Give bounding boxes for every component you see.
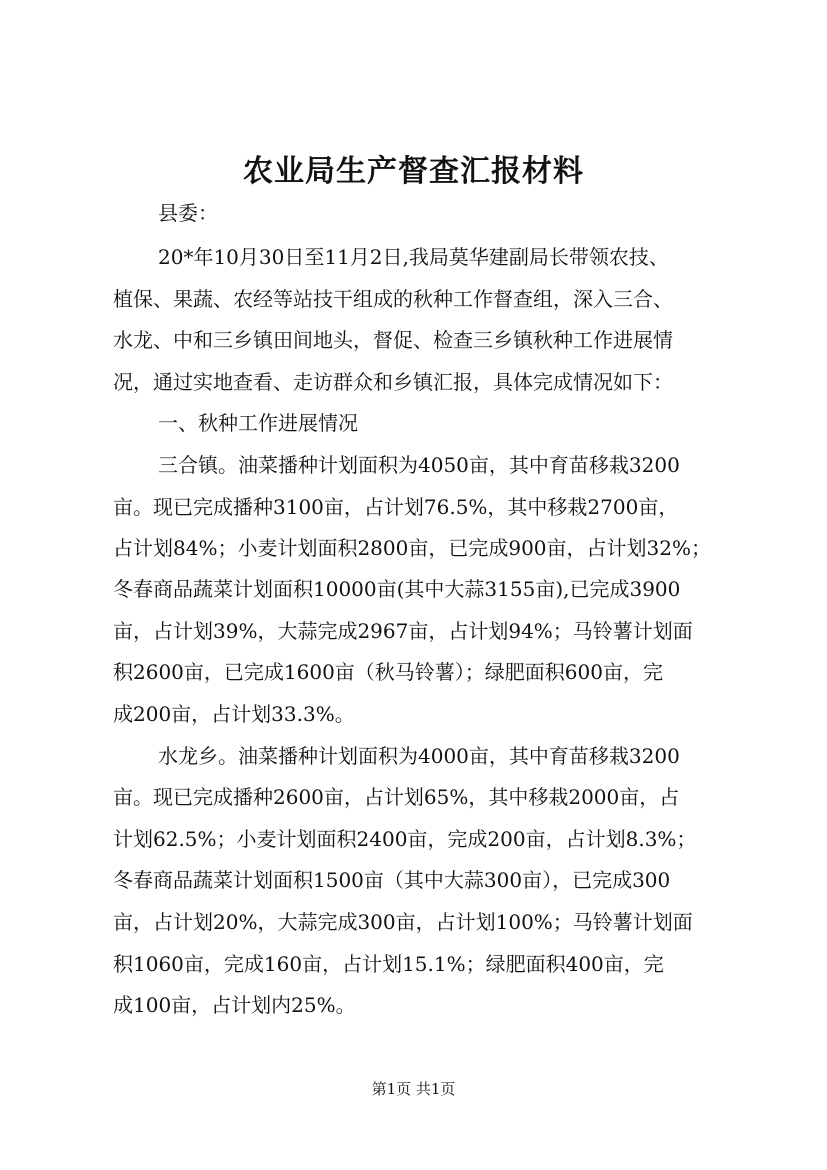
paragraph-line: 20*年10月30日至11月2日,我局莫华建副局长带领农技、 [158, 245, 669, 269]
paragraph-line: 成200亩，占计划33.3%。 [113, 702, 355, 726]
paragraph-line: 冬春商品蔬菜计划面积1500亩（其中大蒜300亩），已完成300 [113, 868, 671, 892]
document-title: 农业局生产督查汇报材料 [243, 154, 584, 189]
paragraph-line: 积2600亩，已完成1600亩（秋马铃薯）；绿肥面积600亩，完 [113, 660, 663, 684]
paragraph-line: 积1060亩，完成160亩，占计划15.1%；绿肥面积400亩，完 [113, 952, 664, 976]
paragraph-line: 植保、果蔬、农经等站技干组成的秋种工作督查组，深入三合、 [113, 287, 673, 311]
section-heading: 一、秋种工作进展情况 [158, 411, 358, 435]
paragraph-line: 占计划84%；小麦计划面积2800亩，已完成900亩，占计划32%； [113, 536, 711, 560]
page-number: 第1页 共1页 [371, 1080, 456, 1098]
paragraph-line: 水龙乡。油菜播种计划面积为4000亩，其中育苗移栽3200 [158, 744, 680, 768]
paragraph-line: 亩。现已完成播种2600亩，占计划65%，其中移栽2000亩，占 [113, 785, 680, 809]
paragraph-line: 况，通过实地查看、走访群众和乡镇汇报，具体完成情况如下： [113, 370, 673, 394]
salutation: 县委： [158, 201, 218, 225]
paragraph-line: 成100亩，占计划内25%。 [113, 993, 356, 1017]
paragraph-line: 亩，占计划20%，大蒜完成300亩，占计划100%；马铃薯计划面 [113, 910, 693, 934]
paragraph-line: 三合镇。油菜播种计划面积为4050亩，其中育苗移栽3200 [158, 453, 680, 477]
paragraph-line: 计划62.5%；小麦计划面积2400亩，完成200亩，占计划8.3%； [113, 827, 697, 851]
paragraph-line: 水龙、中和三乡镇田间地头，督促、检查三乡镇秋种工作进展情 [113, 328, 673, 352]
paragraph-line: 冬春商品蔬菜计划面积10000亩(其中大蒜3155亩),已完成3900 [113, 577, 681, 601]
paragraph-line: 亩，占计划39%，大蒜完成2967亩，占计划94%；马铃薯计划面 [113, 619, 693, 643]
paragraph-line: 亩。现已完成播种3100亩，占计划76.5%，其中移栽2700亩， [113, 495, 679, 519]
